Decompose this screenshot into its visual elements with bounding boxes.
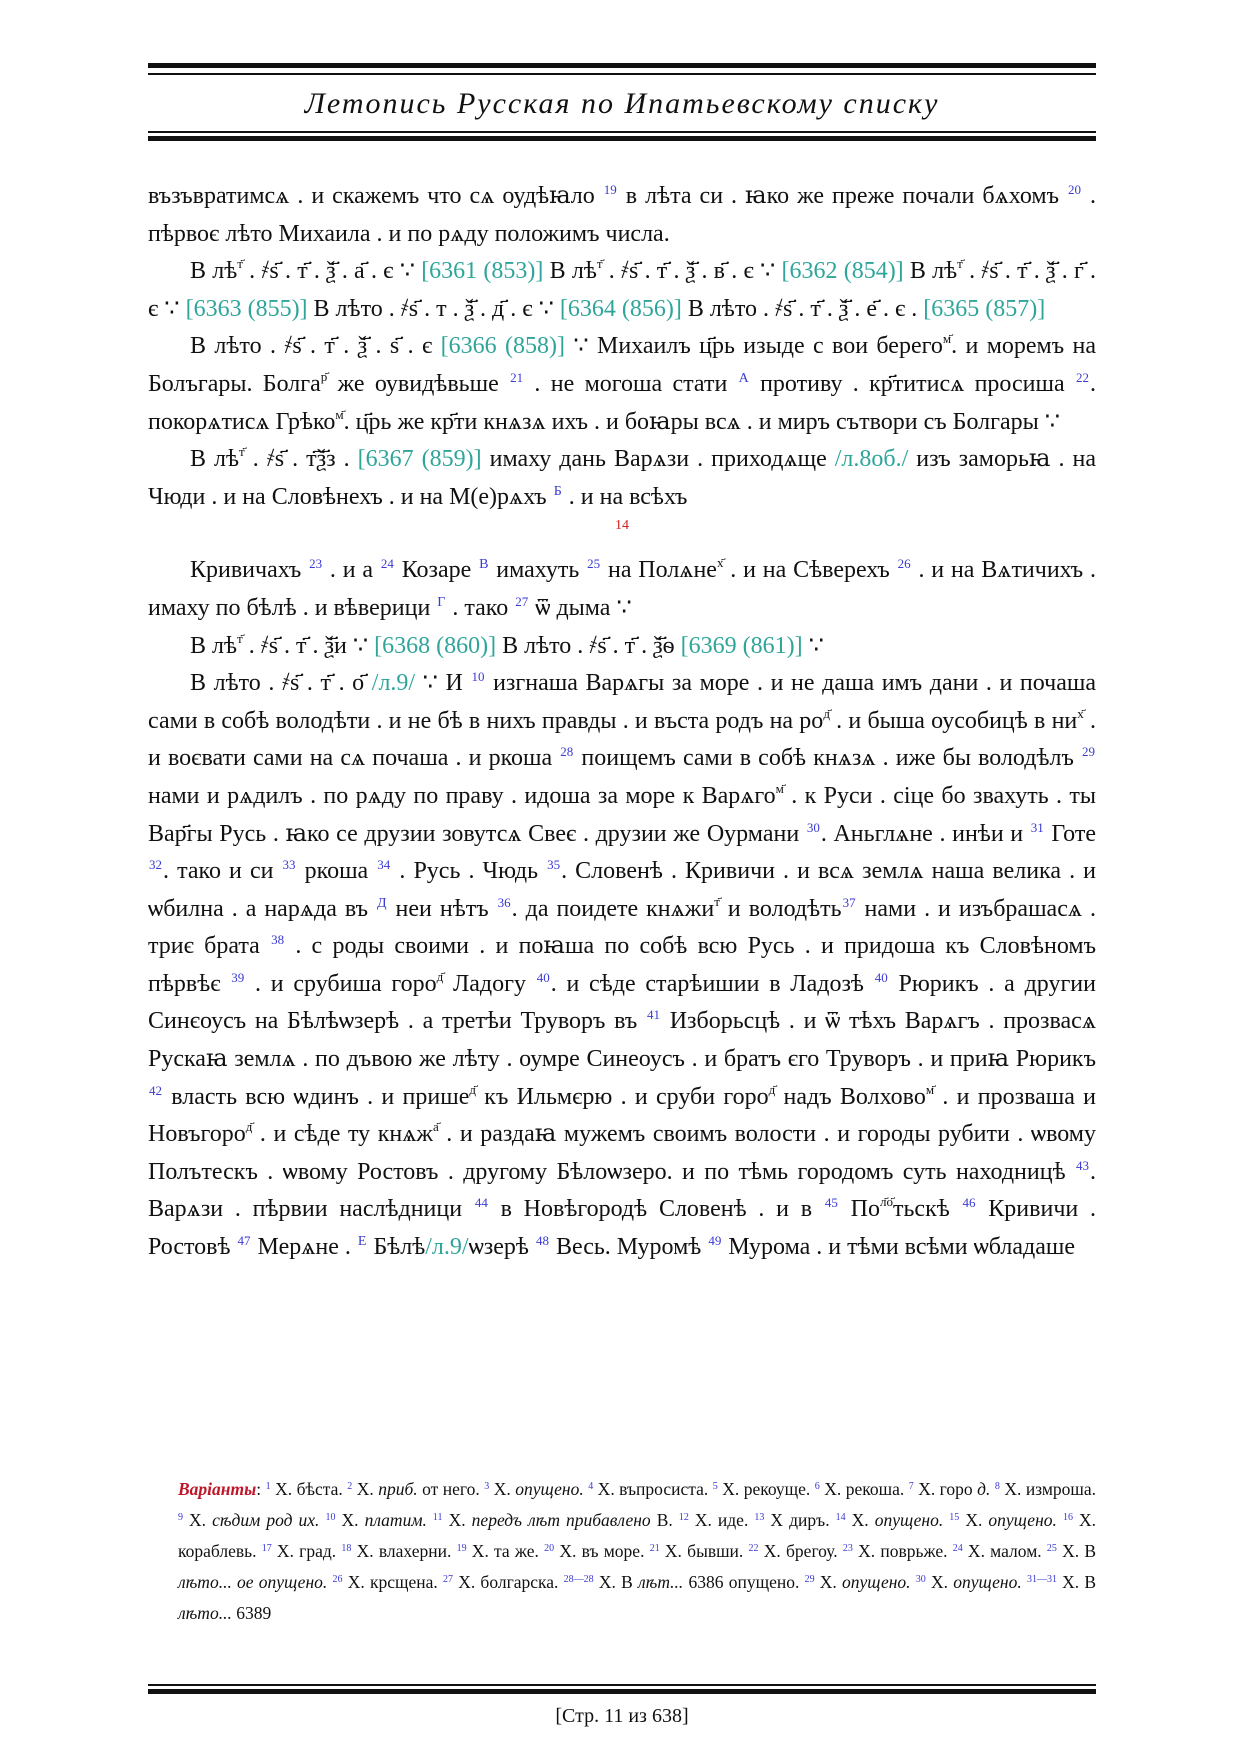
paragraph <box>148 552 1096 627</box>
text-run: ркоша <box>296 858 377 885</box>
variant-italic-note: опущено. <box>948 1572 1022 1592</box>
superscript-letter: д҃ <box>469 1081 476 1097</box>
header-bottom-rule-thick <box>148 136 1096 141</box>
footnote-ref[interactable]: 33 <box>282 857 296 873</box>
footnote-ref[interactable]: 28 <box>560 744 574 760</box>
superscript-letter: т҃ <box>957 256 963 272</box>
text-run: . и срубиша горо <box>245 970 437 997</box>
superscript-letter: д҃ <box>768 1081 776 1097</box>
footnote-ref[interactable]: 42 <box>149 1082 162 1098</box>
variant-ref[interactable]: А <box>738 370 749 386</box>
text-run: в Новѣгородѣ Словенѣ . и в <box>488 1196 824 1223</box>
footnote-ref[interactable]: 19 <box>603 182 617 197</box>
variant-italic-note: сѣдим род их. <box>206 1510 320 1530</box>
text-run: противу . кр҃титисѧ просиша <box>749 370 1075 397</box>
superscript-letter: т҃ <box>237 256 243 272</box>
variant-number: 10 <box>325 1512 336 1523</box>
variant-item: $^{30}$ Х. опущено. <box>915 1572 1022 1592</box>
variant-italic-note: лѣто... ое опущено. <box>178 1572 328 1592</box>
variant-italic-note: лѣто... <box>178 1603 232 1623</box>
text-run: Козаре <box>394 557 479 584</box>
footnote-ref[interactable]: 29 <box>1082 744 1095 760</box>
footnote-ref[interactable]: 27 <box>515 593 529 609</box>
variant-number: 11 <box>432 1512 443 1523</box>
text-run: В лѣто . ҂ѕ҃ . т҃ . ѯ҃ . ѕ҃ . є <box>190 333 441 360</box>
text-run: . и прозваша и Новъгоро <box>148 1083 1096 1148</box>
variant-item: $^{23}$ Х. поврьже. <box>842 1541 948 1561</box>
variant-number: 6 <box>814 1481 820 1492</box>
text-run: ∵ <box>802 632 824 659</box>
superscript-letter: т҃ <box>237 630 243 646</box>
footnote-ref[interactable]: 32 <box>149 857 162 873</box>
superscript-letter: т҃ <box>714 893 720 909</box>
superscript-letter: т҃ <box>596 256 603 272</box>
text-run: В лѣ <box>190 258 238 285</box>
variant-number: 21 <box>649 1543 660 1554</box>
variant-number: 5 <box>712 1481 718 1492</box>
variant-number: 19 <box>456 1543 467 1554</box>
footnote-ref[interactable]: 48 <box>535 1233 549 1249</box>
footnote-ref[interactable]: 34 <box>377 857 391 873</box>
variant-number: 18 <box>341 1543 352 1554</box>
text-run: имахуть <box>489 557 587 584</box>
variant-number: 20 <box>544 1543 555 1554</box>
variant-number: 27 <box>442 1574 453 1585</box>
text-run: В лѣ <box>190 632 238 659</box>
paragraph <box>148 253 1096 328</box>
page-break-gap <box>148 538 1096 552</box>
superscript-letter: д҃ <box>436 968 444 984</box>
text-run: нами . и изъбрашасѧ . триє брата <box>148 895 1097 960</box>
text-run: и володѣть <box>719 895 842 922</box>
text-run: къ Ильмєрю . и сруби горо <box>476 1083 769 1110</box>
footnote-ref[interactable]: 31 <box>1030 819 1044 835</box>
variant-item: $^{11}$ Х. передъ лѣт прибавлено В. <box>432 1510 673 1530</box>
footnote-ref[interactable]: 43 <box>1076 1157 1089 1173</box>
text-run: Бѣлѣ <box>367 1234 426 1261</box>
text-run: нами и рѧдилъ . по рѧду по праву . идоша за море к Варѧго <box>148 782 776 809</box>
variant-item: $^{18}$ Х. влахерни. <box>341 1541 452 1561</box>
text-run: Весь. Муромѣ <box>549 1234 708 1261</box>
superscript-letter: т҃ <box>239 444 245 460</box>
variant-ref[interactable]: В <box>479 557 489 573</box>
variant-number: 22 <box>748 1543 759 1554</box>
text-run: . Русь . Чюдь <box>391 858 547 885</box>
year-marker: [6367 (859)] <box>357 446 482 473</box>
text-run: В лѣ <box>190 446 240 473</box>
text-run: . и быша оусобицѣ в ни <box>829 707 1078 734</box>
text-run: ∵ И <box>415 670 471 697</box>
variant-item: $^6$ Х. рекоша. <box>814 1479 905 1499</box>
text-run: . и воєвати сами на сѧ почаша . и ркоша <box>148 707 1097 772</box>
variant-item: $^{14}$ Х. опущено. <box>835 1510 944 1530</box>
header-top-rule-thick <box>148 63 1096 68</box>
text-run: же оувидѣвьше <box>327 370 510 397</box>
text-run: . тако <box>446 594 515 621</box>
variant-italic-note: платим. <box>358 1510 427 1530</box>
text-run: тьскѣ <box>892 1196 962 1223</box>
footnote-ref[interactable]: 35 <box>547 857 561 873</box>
text-run: . да поидете кнѧжи <box>511 895 715 922</box>
footnote-ref[interactable]: 39 <box>231 969 245 985</box>
text-run: ѿ дыма ∵ <box>529 594 632 621</box>
footnote-ref[interactable]: 10 <box>471 669 485 685</box>
footnote-ref[interactable]: 44 <box>474 1195 488 1211</box>
variant-italic-note: лѣт... <box>632 1572 684 1592</box>
variant-italic-note: опущено. <box>982 1510 1057 1530</box>
variant-item: $^{17}$ Х. град. <box>261 1541 337 1561</box>
footnote-ref[interactable]: 26 <box>897 556 911 572</box>
variant-item: $^4$ Х. въпросиста. <box>588 1479 709 1499</box>
variant-number: 14 <box>835 1512 846 1523</box>
text-run: Ладогу <box>443 970 536 997</box>
footnote-ref[interactable]: 40 <box>874 969 888 985</box>
footnote-ref[interactable]: 38 <box>271 932 285 948</box>
running-header-title: Летопись Русская по Ипатьевскому списку <box>304 87 940 120</box>
variant-number: 4 <box>588 1481 594 1492</box>
variant-number: 12 <box>678 1512 689 1523</box>
footnote-ref[interactable]: 45 <box>824 1195 838 1211</box>
text-run: ∵ Михаилъ ц҃рь изыде с вои берего <box>565 333 943 360</box>
footer-rule-thick <box>148 1689 1096 1694</box>
variant-item: $^8$ Х. измроша. <box>994 1479 1097 1499</box>
text-run: . и на всѣхъ <box>562 483 688 510</box>
paragraph <box>148 628 1096 666</box>
superscript-letter: м҃ <box>925 1081 935 1097</box>
variant-number: 28—28 <box>563 1574 594 1585</box>
footnote-ref[interactable]: 41 <box>647 1007 660 1023</box>
variant-item: $^{13}$ Х диръ. <box>754 1510 830 1530</box>
variant-number: 26 <box>332 1574 343 1585</box>
folio-marker: /л.9/ <box>425 1234 469 1261</box>
variant-italic-note: опущено. <box>836 1572 911 1592</box>
variant-item: $^{12}$ Х. иде. <box>678 1510 749 1530</box>
variant-item: $^5$ Х. рекоуще. <box>712 1479 811 1499</box>
variant-item: $^{25}$ Х. В лѣто... ое опущено. <box>178 1541 1097 1592</box>
variant-number: 31—31 <box>1026 1574 1057 1585</box>
variant-item: $^{19}$ Х. та же. <box>456 1541 539 1561</box>
text-run: В лѣ <box>543 258 597 285</box>
paragraph <box>148 441 1096 516</box>
text-run: . ц҃рь же кр҃ти кнѧзѧ ихъ . и боꙗры всѧ . и миръ сътвори съ Болгары ∵ <box>343 408 1060 435</box>
footnote-ref[interactable]: 24 <box>380 556 394 572</box>
footnote-ref[interactable]: 25 <box>587 556 601 572</box>
header-bottom-rule-thin <box>148 131 1096 133</box>
variant-item: $^{16}$ Х. кораблевь. <box>178 1510 1096 1561</box>
footnote-ref[interactable]: 36 <box>497 894 511 910</box>
text-run: Кривичи . Ростовѣ <box>148 1196 1096 1261</box>
text-run: . тако и си <box>163 858 282 885</box>
text-run: поищемъ сами в собѣ кнѧзѧ . иже бы володѣлъ <box>574 745 1081 772</box>
text-run: . не могоша стати <box>524 370 738 397</box>
footnote-ref[interactable]: 49 <box>708 1233 722 1249</box>
variant-number: 24 <box>952 1543 963 1554</box>
superscript-letter: м҃ <box>335 406 344 422</box>
text-run: . Словенѣ . Кривичи . и всѧ землѧ наша велика . и ѡбилна . а нарѧда въ <box>148 858 1096 922</box>
text-run: Изборьсцѣ . и ѿ тѣхъ Варѧгъ . прозвасѧ Рускаꙗ землѧ . по дъвою же лѣту . оумре Синеоусъ . и братъ єго Труворъ . и приꙗ Рюрикъ <box>148 1008 1096 1073</box>
text-run: . покорѧтисѧ Грѣко <box>148 370 1096 435</box>
text-run: . и моремъ на Болъгары. Болга <box>148 333 1096 397</box>
variant-number: 23 <box>842 1543 853 1554</box>
variant-number: 16 <box>1062 1512 1073 1523</box>
variants-apparatus <box>178 1474 1096 1629</box>
text-run: Готе <box>1044 820 1097 847</box>
paragraph <box>148 328 1096 441</box>
text-run: . с роды своими . и поꙗша по собѣ всю Русь . и придоша къ Словѣномъ пѣрвѣє <box>148 933 1096 997</box>
variant-number: 9 <box>178 1512 183 1523</box>
footnote-ref[interactable]: 23 <box>309 556 323 572</box>
superscript-letter: х҃ <box>716 555 724 571</box>
header-top-rule-thin <box>148 73 1096 75</box>
text-run: в лѣта си . ꙗко же преже почали бѧхомъ <box>617 183 1059 209</box>
text-run: По <box>838 1196 880 1223</box>
text-run: В лѣ <box>903 258 958 285</box>
text-run: . Аньглѧне . инѣи и <box>820 820 1030 847</box>
text-run: В лѣто . ҂ѕ҃ . т҃ . о҃ <box>190 670 372 697</box>
year-marker: [6368 (860)] <box>374 632 497 659</box>
year-marker: [6361 (853)] <box>421 258 544 285</box>
year-marker: [6363 (855)] <box>185 295 308 322</box>
year-marker: [6366 (858)] <box>440 333 565 360</box>
footnote-ref[interactable]: 37 <box>842 894 856 910</box>
text-run: . и сѣде старѣишии в Ладозѣ <box>550 970 874 997</box>
variant-item: $^{15}$ Х. опущено. <box>949 1510 1057 1530</box>
text-run: изгнаша Варѧгы за море . и не даша имъ дани . и почаша сами в собѣ володѣти . и не бѣ в нихъ правды . и въста родъ на ро <box>148 670 1096 734</box>
variant-item: $^9$ Х. сѣдим род их. <box>178 1510 320 1530</box>
text-run: . и а <box>323 557 380 584</box>
variant-item: $^{21}$ Х. бывши. <box>649 1541 744 1561</box>
superscript-letter: д҃ <box>245 1119 253 1135</box>
year-marker: [6365 (857)] <box>923 295 1046 322</box>
variant-item: $^{27}$ Х. болгарска. <box>442 1572 559 1592</box>
text-run: имаху дань Варѧзи . приходѧще <box>481 446 835 473</box>
folio-marker: /л.8об./ <box>834 446 909 473</box>
variant-number: 17 <box>261 1543 272 1554</box>
footnote-ref[interactable]: 21 <box>510 369 524 385</box>
variant-item: $^{20}$ Х. въ море. <box>544 1541 645 1561</box>
variant-italic-note: д. <box>972 1479 991 1499</box>
text-run: Мерѧне . <box>251 1234 357 1261</box>
footnote-ref[interactable]: 46 <box>962 1195 976 1211</box>
year-marker: [6369 (861)] <box>680 632 803 659</box>
page-number-footer: [Стр. 11 из 638] <box>555 1705 689 1727</box>
variant-italic-note: опущено. <box>510 1479 584 1499</box>
variants-label: Варіанты <box>178 1479 257 1499</box>
variant-item: $^3$ Х. опущено. <box>484 1479 584 1499</box>
text-run: . пѣрвоє лѣто Михаила . и по рѧду положимъ числа. <box>148 183 1097 247</box>
text-run: В лѣто . ҂ѕ҃ . т . ѯ҃ . д҃ . є ∵ <box>307 295 560 322</box>
variants-list <box>178 1479 1096 1623</box>
text-run: . ҂ѕ҃ . т҃ . ѯ҃и ∵ <box>242 632 375 659</box>
variant-number: 1 <box>265 1481 271 1492</box>
variant-ref[interactable]: Г <box>437 594 446 610</box>
text-run: . и на Сѣверехъ <box>723 557 897 584</box>
text-run: . и сѣде ту кнѧж <box>252 1121 433 1148</box>
text-run: . ҂ѕ҃ . т҃ . ѯ҃ . г҃ . є ∵ <box>148 258 1097 322</box>
source-page-marker: 14 <box>615 518 629 534</box>
variant-number: 29 <box>804 1574 815 1585</box>
footnote-ref[interactable]: 22 <box>1076 369 1089 385</box>
variant-item: $^{24}$ Х. малом. <box>952 1541 1042 1561</box>
text-run: Кривичахъ <box>190 557 309 584</box>
year-marker: [6362 (854)] <box>781 258 904 285</box>
variant-item: $^{10}$ Х. платим. <box>325 1510 427 1530</box>
variant-number: 2 <box>347 1481 353 1492</box>
variant-number: 15 <box>949 1512 960 1523</box>
footnote-ref[interactable]: 20 <box>1068 182 1082 197</box>
footnote-ref[interactable]: 47 <box>237 1233 251 1249</box>
variant-item: $^{28—28}$ Х. В лѣт... 6386 опущено. <box>563 1572 800 1592</box>
paragraph <box>148 665 1096 1267</box>
superscript-letter: х҃ <box>1077 705 1084 721</box>
superscript-letter: л҃о҃ <box>879 1194 893 1210</box>
text-run: . ҂ѕ҃ . т҃ . ѯ҃ . в҃ . є ∵ <box>602 258 782 285</box>
chronicle-text <box>148 178 1096 1267</box>
superscript-letter: д҃ <box>823 705 830 721</box>
variant-item: $^{22}$ Х. брегоу. <box>748 1541 838 1561</box>
text-run: ѡзерѣ <box>468 1234 535 1261</box>
year-marker: [6364 (856)] <box>559 295 682 322</box>
text-run: надъ Волхово <box>775 1083 926 1110</box>
text-run: изъ заморьꙗ . на Чюди . и на Словѣнехъ . и на М(е)рѧхъ <box>148 446 1097 510</box>
variant-italic-note: приб. <box>373 1479 418 1499</box>
footnote-ref[interactable]: 30 <box>806 819 820 835</box>
paragraph <box>148 178 1096 253</box>
text-run: . ҂ѕ҃ . т҃ѯ҃з . <box>244 446 358 473</box>
text-run: . ҂ѕ҃ . т҃ . ѯ҃ . а҃ . є ∵ <box>242 258 422 285</box>
superscript-letter: м҃ <box>775 780 784 796</box>
variant-item: $^2$ Х. приб. от него. <box>347 1479 480 1499</box>
variant-item: $^{26}$ Х. крсщена. <box>332 1572 438 1592</box>
superscript-letter: м҃ <box>942 331 952 347</box>
text-run: В лѣто . ҂ѕ҃ . т҃ . ѯ҃ . е҃ . є . <box>681 295 924 322</box>
variant-ref[interactable]: Д <box>376 895 387 911</box>
superscript-letter: а҃ <box>432 1119 439 1135</box>
variant-number: 3 <box>484 1481 490 1492</box>
variant-number: 7 <box>908 1481 914 1492</box>
text-run: . и на Вѧтичихъ . имаху по бѣлѣ . и вѣверици <box>148 557 1097 621</box>
text-run: на Полѧне <box>601 557 717 584</box>
variant-number: 13 <box>754 1512 765 1523</box>
text-run: Рюрикъ . а другии Синєоусъ на Бѣлѣѡзерѣ . а третѣи Труворъ въ <box>148 970 1096 1035</box>
year-marker: /л.9/ <box>371 670 416 697</box>
superscript-letter: р҃ <box>320 368 328 384</box>
text-run: . к Руси . сіце бо звахуть . ты Вар҃гы Русь . ꙗко се друзии зовутсѧ Свеє . друзии же Оурмани <box>148 782 1097 847</box>
variant-ref[interactable]: Е <box>357 1234 367 1250</box>
variant-item: $^1$ Х. бѣста. <box>265 1479 343 1499</box>
variant-italic-note: передъ лѣт прибавлено <box>465 1510 651 1530</box>
variant-item: $^{29}$ Х. опущено. <box>804 1572 911 1592</box>
text-run: В лѣто . ҂ѕ҃ . т҃ . ѯ҃ѳ <box>496 632 681 659</box>
variant-italic-note: опущено. <box>868 1510 944 1530</box>
footer-rule-thin <box>148 1684 1096 1686</box>
variant-ref[interactable]: Б <box>553 483 562 499</box>
variant-number: 25 <box>1046 1543 1057 1554</box>
variant-item: $^{31—31}$ Х. В лѣто... 6389 <box>178 1572 1097 1623</box>
variant-number: 30 <box>915 1574 926 1585</box>
variants-colon: : <box>256 1479 266 1499</box>
text-run: неи нѣтъ <box>387 895 497 922</box>
text-run: . и раздаꙗ мужемъ своимъ волости . и городы рубити . ѡвому Полътескъ . ѡвому Ростовъ . другому Бѣлоѡзеро. и по тѣмь городомъ суть находницѣ <box>148 1121 1096 1185</box>
text-run: Мурома . и тѣми всѣми ѡбладаше <box>722 1234 1076 1261</box>
text-run: възъвратимсѧ . и скажемъ что сѧ оудѣꙗло <box>148 183 595 209</box>
variant-item: $^7$ Х. горо д. <box>908 1479 991 1499</box>
text-run: власть всю ѡдинъ . и пришe <box>163 1083 470 1110</box>
variant-number: 8 <box>994 1481 1000 1492</box>
footnote-ref[interactable]: 40 <box>536 969 550 985</box>
text-run: . Варѧзи . пѣрвии наслѣдници <box>148 1158 1096 1223</box>
